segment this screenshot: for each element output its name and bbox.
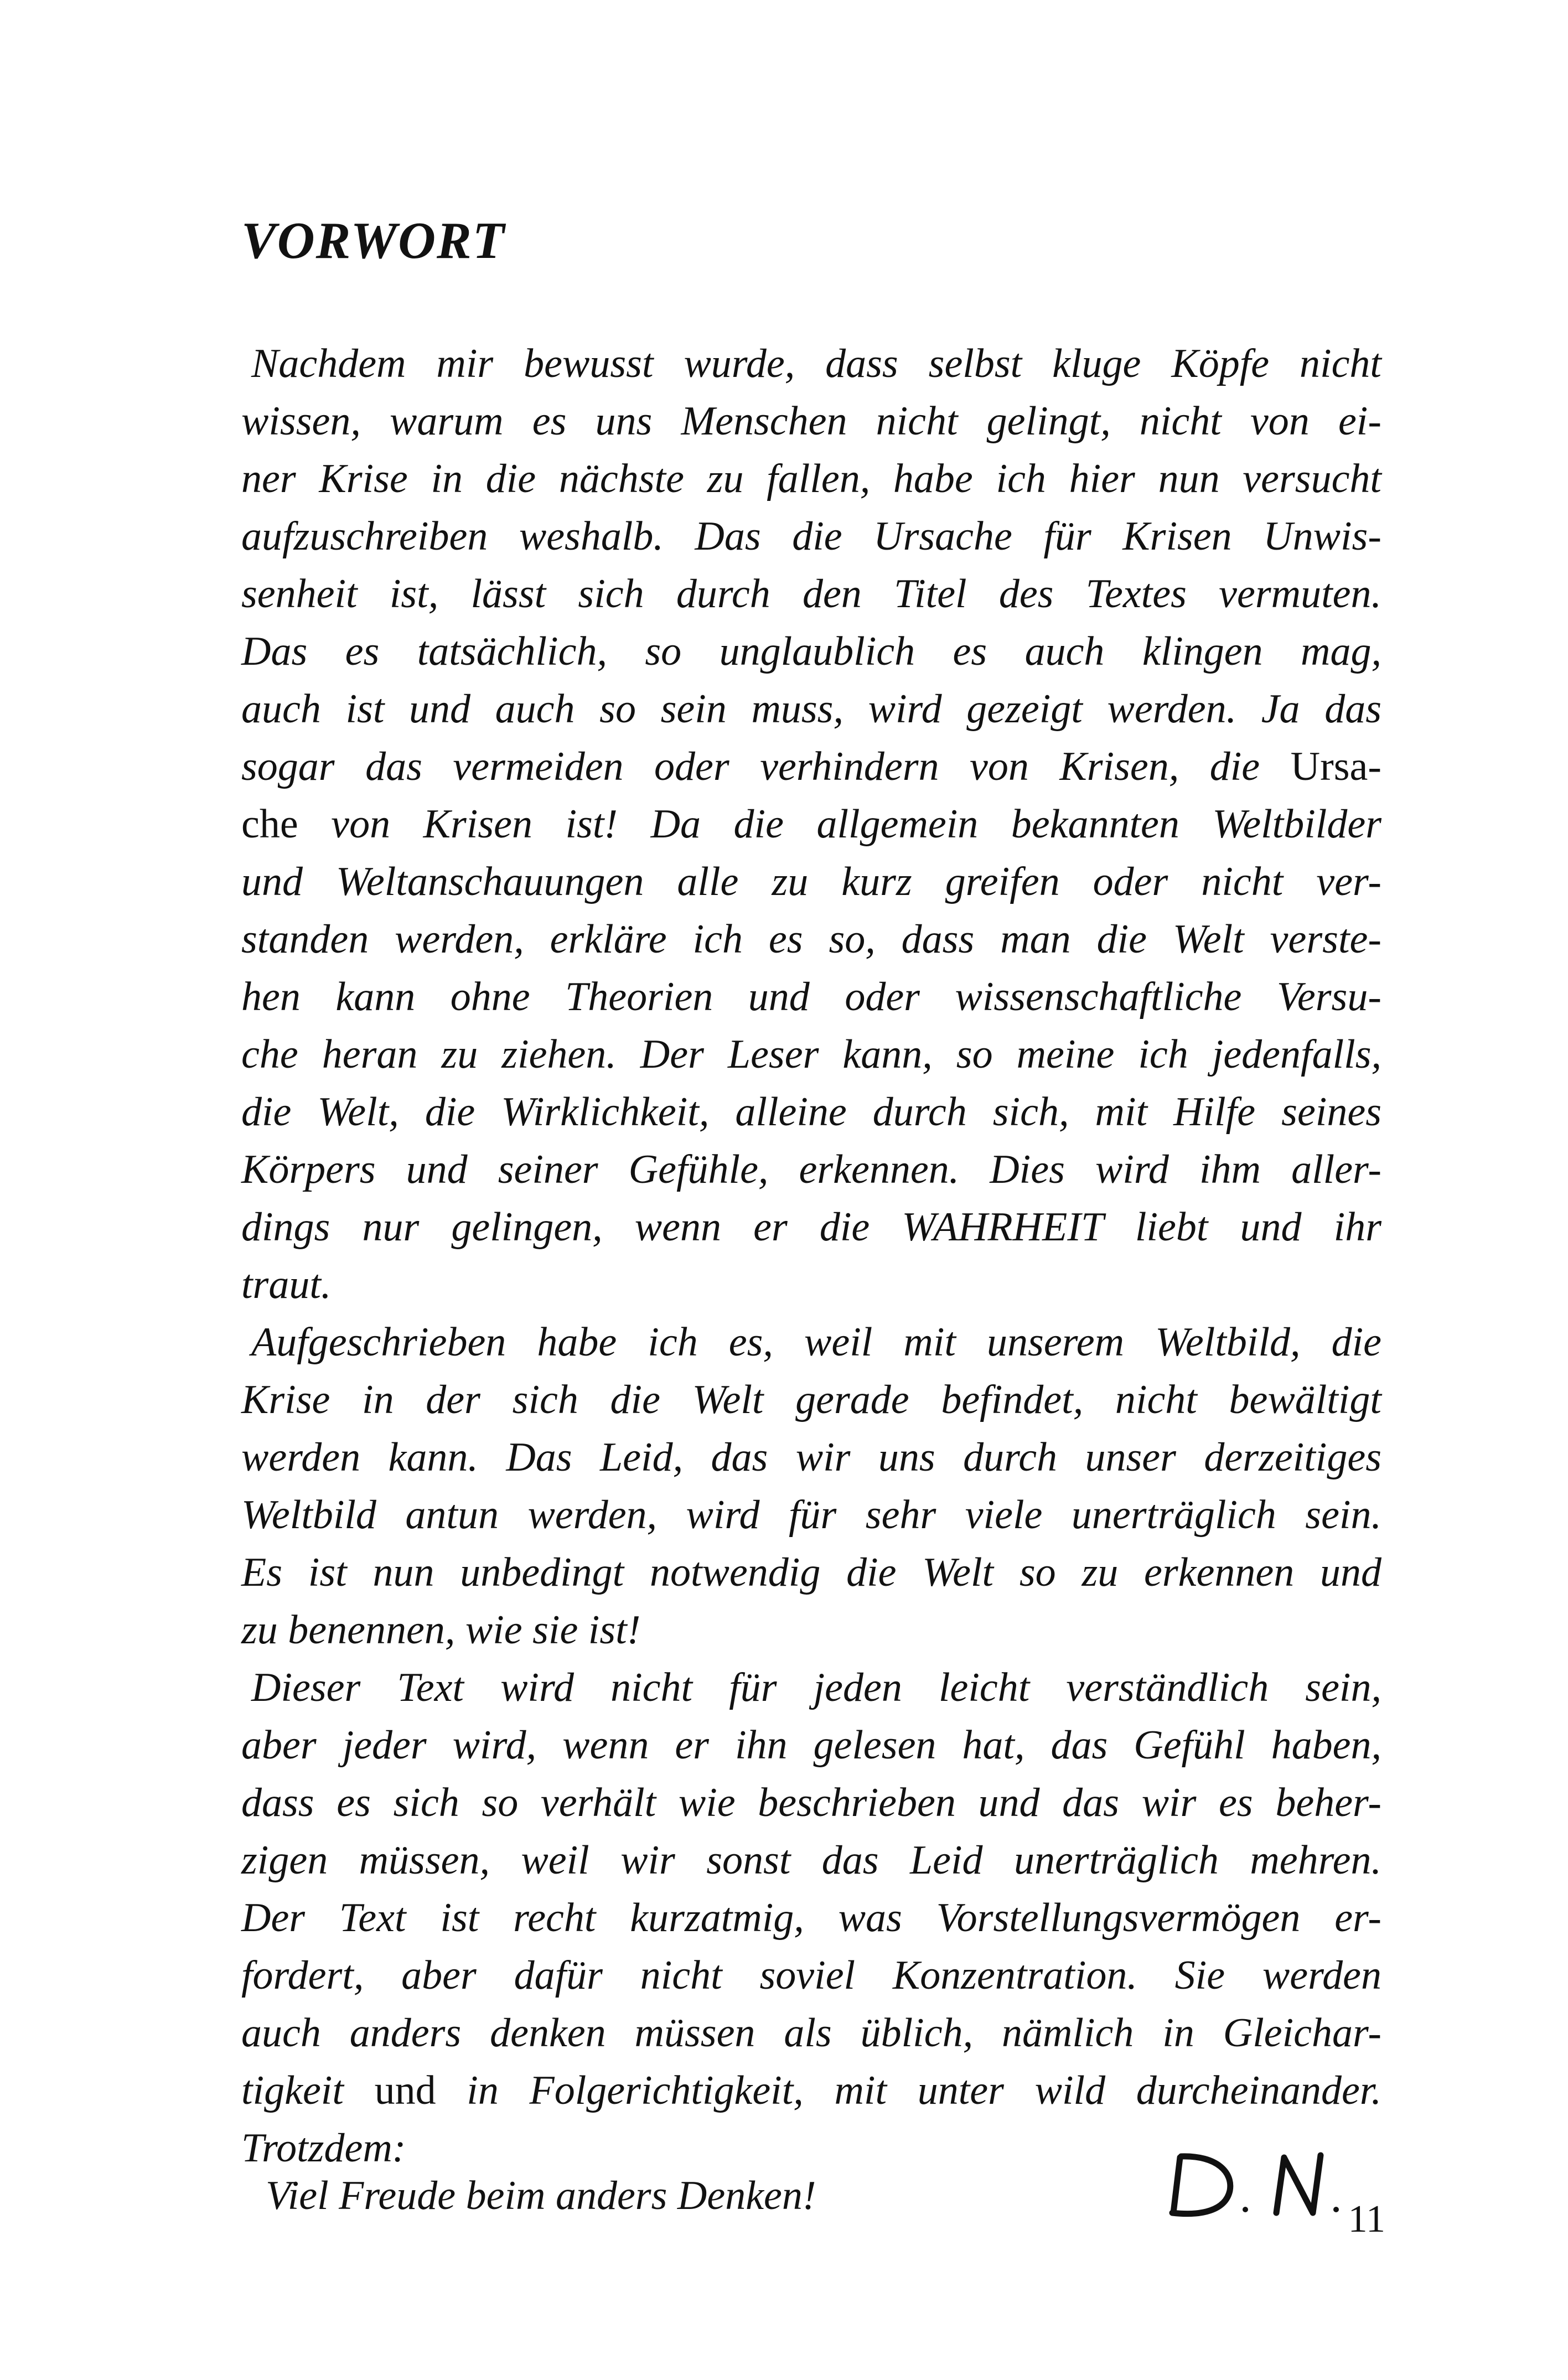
text-segment: tigkeit [241, 2068, 375, 2113]
text-line: senheit ist, lässt sich durch den Titel des Textes vermuten. [241, 571, 1381, 617]
text-line: Weltbild antun werden, wird für sehr viele unerträglich sein. [241, 1492, 1381, 1538]
text-line: hen kann ohne Theorien und oder wissenschaftliche Versu- [241, 974, 1381, 1020]
text-line: auch ist und auch so sein muss, wird gezeigt werden. Ja das [241, 686, 1381, 732]
page-number: 11 [1348, 2198, 1385, 2241]
text-line: wissen, warum es uns Menschen nicht gelingt, nicht von ei- [241, 399, 1381, 444]
text-line: Körpers und seiner Gefühle, erkennen. Dies wird ihm aller- [241, 1147, 1381, 1192]
text-line: zu benennen, wie sie ist! [241, 1607, 641, 1653]
text-line: Es ist nun unbedingt notwendig die Welt so zu erkennen und [241, 1550, 1381, 1595]
text-line: die Welt, die Wirklichkeit, alleine durch sich, mit Hilfe seines [241, 1089, 1381, 1135]
text-segment-upright: und [374, 2068, 436, 2113]
chapter-title: VORWORT [241, 212, 506, 270]
text-line: che heran zu ziehen. Der Leser kann, so meine ich jedenfalls, [241, 1032, 1381, 1077]
text-line: Krise in der sich die Welt gerade befindet, nicht bewältigt [241, 1377, 1381, 1422]
text-line: und Weltanschauungen alle zu kurz greifen oder nicht ver- [241, 859, 1381, 904]
text-line: zigen müssen, weil wir sonst das Leid unerträglich mehren. [241, 1838, 1381, 1883]
text-line: standen werden, erkläre ich es so, dass man die Welt verste- [241, 917, 1381, 962]
text-line: traut. [241, 1262, 332, 1307]
text-line: werden kann. Das Leid, das wir uns durch unser derzeitiges [241, 1435, 1381, 1480]
text-segment: sogar das vermeiden oder verhindern von Krisen, die [241, 744, 1291, 789]
text-line: aber jeder wird, wenn er ihn gelesen hat, das Gefühl haben, [241, 1722, 1381, 1768]
text-line: aufzuschreiben weshalb. Das die Ursache für Krisen Unwis- [241, 514, 1381, 559]
text-line: Trotzdem: [241, 2125, 406, 2171]
text-line: Der Text ist recht kurzatmig, was Vorstellungsvermögen er- [241, 1895, 1381, 1941]
text-line: dass es sich so verhält wie beschrieben und das wir es beher- [241, 1780, 1381, 1825]
text-line: dings nur gelingen, wenn er die WAHRHEIT liebt und ihr [241, 1204, 1381, 1250]
text-line [241, 2062, 1381, 2119]
text-line: Dieser Text wird nicht für jeden leicht verständlich sein, [251, 1665, 1381, 1710]
text-segment-upright: che [241, 801, 298, 847]
text-line: ner Krise in die nächste zu fallen, habe ich hier nun versucht [241, 456, 1381, 501]
text-line: fordert, aber dafür nicht soviel Konzentration. Sie werden [241, 1953, 1381, 1998]
text-line: Nachdem mir bewusst wurde, dass selbst kluge Köpfe nicht [251, 341, 1381, 386]
signature-mark [1168, 2148, 1345, 2225]
text-segment-upright: Ursa- [1290, 744, 1381, 789]
text-line [241, 795, 1381, 853]
text-line: Aufgeschrieben habe ich es, weil mit unserem Weltbild, die [251, 1320, 1381, 1365]
closing-line: Viel Freude beim anders Denken! [266, 2173, 816, 2218]
text-segment: von Krisen ist! Da die allgemein bekannten Weltbilder [298, 801, 1381, 847]
text-line: auch anders denken müssen als üblich, nämlich in Gleichar- [241, 2010, 1381, 2056]
text-segment: in Folgerichtigkeit, mit unter wild durcheinander. [436, 2068, 1381, 2113]
text-line [241, 738, 1381, 795]
text-line: Das es tatsächlich, so unglaublich es auch klingen mag, [241, 629, 1381, 674]
